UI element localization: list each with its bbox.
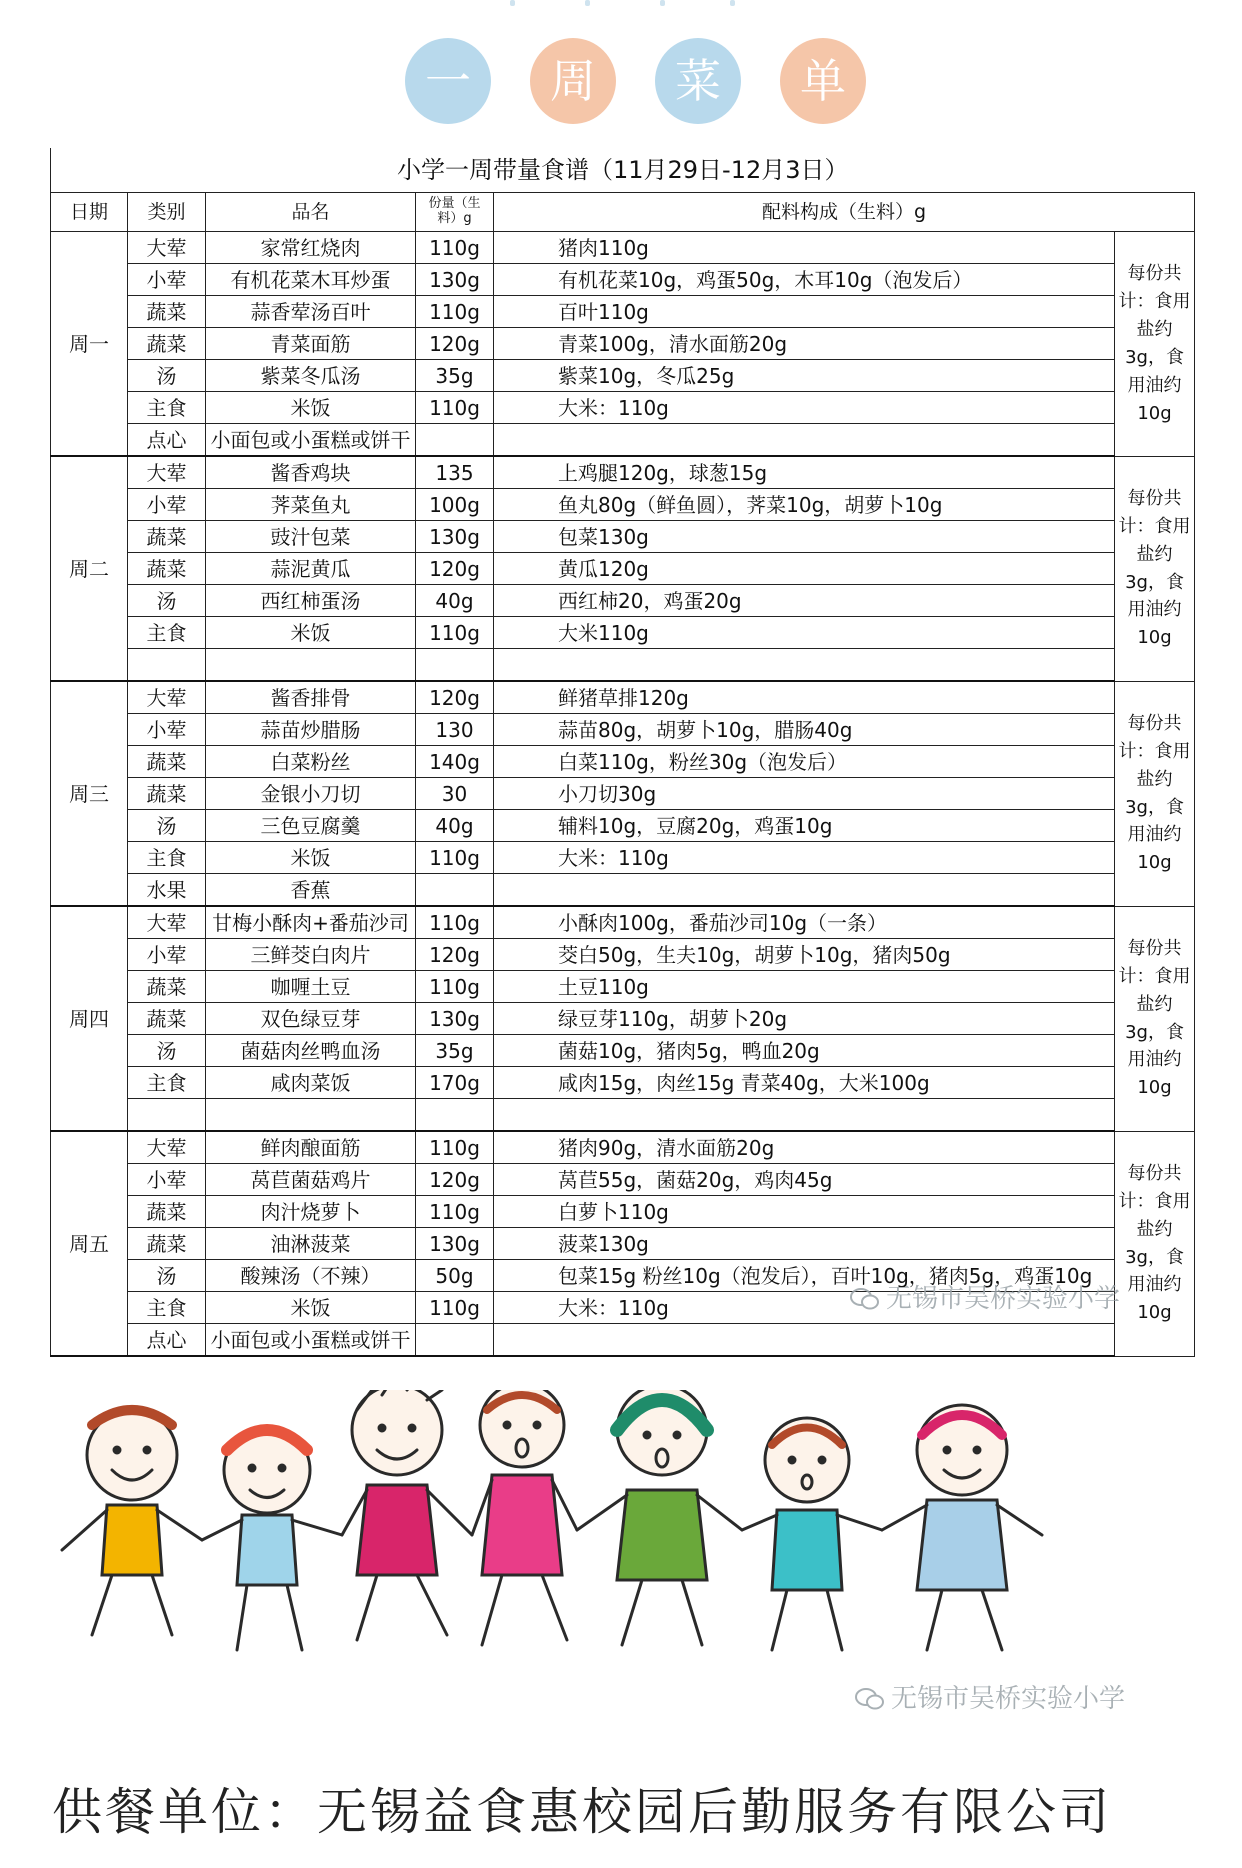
ingredients-cell: 蒜苗80g，胡萝卜10g，腊肠40g [494, 714, 1115, 746]
category-cell: 大荤 [128, 456, 206, 489]
supplier-footer: 供餐单位：无锡益食惠校园后勤服务有限公司 [52, 1783, 1112, 1841]
table-row [51, 1067, 1195, 1099]
dish-cell: 西红柿蛋汤 [206, 585, 416, 617]
ingredients-cell [494, 874, 1115, 907]
table-row [51, 971, 1195, 1003]
category-cell: 蔬菜 [128, 296, 206, 328]
category-cell: 大荤 [128, 1131, 206, 1164]
title-char-4: 单 [780, 38, 866, 124]
wechat-icon [850, 1288, 880, 1310]
category-cell: 蔬菜 [128, 1196, 206, 1228]
table-row [51, 424, 1195, 457]
title-char-1: 一 [405, 38, 491, 124]
qty-cell: 30 [416, 778, 494, 810]
ingredients-cell: 莴苣55g，菌菇20g，鸡肉45g [494, 1164, 1115, 1196]
dish-cell: 酱香鸡块 [206, 456, 416, 489]
category-cell: 蔬菜 [128, 1228, 206, 1260]
qty-cell: 110g [416, 906, 494, 939]
qty-cell: 40g [416, 585, 494, 617]
ingredients-cell: 包菜15g 粉丝10g（泡发后），百叶10g，猪肉5g，鸡蛋10g [494, 1260, 1115, 1292]
category-cell: 水果 [128, 874, 206, 907]
ingredients-cell: 小酥肉100g，番茄沙司10g（一条） [494, 906, 1115, 939]
qty-cell [416, 1324, 494, 1357]
category-cell: 点心 [128, 424, 206, 457]
dish-cell: 鲜肉酿面筋 [206, 1131, 416, 1164]
table-row [51, 296, 1195, 328]
dish-cell: 有机花菜木耳炒蛋 [206, 264, 416, 296]
qty-cell: 110g [416, 842, 494, 874]
category-cell: 汤 [128, 810, 206, 842]
table-row [51, 456, 1195, 489]
dish-cell: 三鲜茭白肉片 [206, 939, 416, 971]
ingredients-cell: 鱼丸80g（鲜鱼圆），荠菜10g，胡萝卜10g [494, 489, 1115, 521]
title-char-2: 周 [530, 38, 616, 124]
watermark-top: 无锡市吴桥实验小学 [850, 1278, 1120, 1315]
table-row [51, 328, 1195, 360]
category-cell: 主食 [128, 392, 206, 424]
wechat-icon [855, 1688, 885, 1710]
dish-cell: 蒜香荤汤百叶 [206, 296, 416, 328]
ingredients-cell [494, 649, 1115, 682]
qty-cell: 170g [416, 1067, 494, 1099]
ingredients-cell: 有机花菜10g，鸡蛋50g，木耳10g（泡发后） [494, 264, 1115, 296]
kid-7 [882, 1405, 1042, 1650]
dish-cell: 青菜面筋 [206, 328, 416, 360]
ingredients-cell: 大米110g [494, 617, 1115, 649]
table-row [51, 264, 1195, 296]
ingredients-cell [494, 424, 1115, 457]
qty-cell: 110g [416, 971, 494, 1003]
weekly-menu-table [50, 148, 1195, 1357]
table-row [51, 714, 1195, 746]
ingredients-cell: 黄瓜120g [494, 553, 1115, 585]
ingredients-cell: 菌菇10g，猪肉5g，鸭血20g [494, 1035, 1115, 1067]
dish-cell: 咖喱土豆 [206, 971, 416, 1003]
qty-cell: 110g [416, 392, 494, 424]
table-row [51, 1003, 1195, 1035]
qty-cell [416, 1099, 494, 1132]
dish-cell: 金银小刀切 [206, 778, 416, 810]
table-row [51, 1164, 1195, 1196]
table-row [51, 906, 1195, 939]
top-decoration [500, 0, 740, 8]
dish-cell: 菌菇肉丝鸭血汤 [206, 1035, 416, 1067]
table-row [51, 1131, 1195, 1164]
ingredients-cell: 辅料10g，豆腐20g，鸡蛋10g [494, 810, 1115, 842]
nutrition-note: 每份共计：食用盐约3g，食用油约10g [1115, 681, 1195, 906]
dish-cell: 酱香排骨 [206, 681, 416, 714]
ingredients-cell [494, 1099, 1115, 1132]
table-row [51, 842, 1195, 874]
watermark-bottom: 无锡市吴桥实验小学 [855, 1678, 1125, 1715]
day-cell: 周一 [51, 232, 128, 457]
nutrition-note: 每份共计：食用盐约3g，食用油约10g [1115, 1131, 1195, 1356]
header-dish: 品名 [206, 193, 416, 232]
category-cell: 蔬菜 [128, 521, 206, 553]
title-char-3: 菜 [655, 38, 741, 124]
category-cell: 汤 [128, 1260, 206, 1292]
header-category: 类别 [128, 193, 206, 232]
category-cell: 主食 [128, 842, 206, 874]
table-row [51, 874, 1195, 907]
dish-cell: 米饭 [206, 842, 416, 874]
dish-cell: 豉汁包菜 [206, 521, 416, 553]
dish-cell: 蒜苗炒腊肠 [206, 714, 416, 746]
category-cell: 汤 [128, 585, 206, 617]
header-qty: 份量（生料）g [416, 193, 494, 232]
table-row [51, 939, 1195, 971]
ingredients-cell: 鲜猪草排120g [494, 681, 1115, 714]
qty-cell: 110g [416, 1131, 494, 1164]
table-row [51, 746, 1195, 778]
ingredients-cell [494, 1324, 1115, 1357]
table-row [51, 553, 1195, 585]
qty-cell: 120g [416, 681, 494, 714]
category-cell: 蔬菜 [128, 778, 206, 810]
dish-cell: 油淋菠菜 [206, 1228, 416, 1260]
qty-cell: 130g [416, 1003, 494, 1035]
dish-cell: 白菜粉丝 [206, 746, 416, 778]
qty-cell: 110g [416, 1196, 494, 1228]
kid-1 [62, 1410, 202, 1635]
table-row [51, 778, 1195, 810]
dish-cell: 双色绿豆芽 [206, 1003, 416, 1035]
nutrition-note: 每份共计：食用盐约3g，食用油约10g [1115, 906, 1195, 1131]
ingredients-cell: 白萝卜110g [494, 1196, 1115, 1228]
ingredients-cell: 小刀切30g [494, 778, 1115, 810]
qty-cell: 130g [416, 1228, 494, 1260]
ingredients-cell: 猪肉110g [494, 232, 1115, 264]
table-row [51, 392, 1195, 424]
table-row [51, 681, 1195, 714]
category-cell: 点心 [128, 1324, 206, 1357]
nutrition-note: 每份共计：食用盐约3g，食用油约10g [1115, 232, 1195, 457]
dish-cell: 家常红烧肉 [206, 232, 416, 264]
dish-cell: 咸肉菜饭 [206, 1067, 416, 1099]
category-cell: 大荤 [128, 681, 206, 714]
category-cell: 蔬菜 [128, 553, 206, 585]
category-cell [128, 649, 206, 682]
category-cell: 蔬菜 [128, 971, 206, 1003]
category-cell: 蔬菜 [128, 328, 206, 360]
table-row [51, 649, 1195, 682]
qty-cell: 35g [416, 1035, 494, 1067]
table-row [51, 232, 1195, 264]
kid-5 [577, 1390, 742, 1645]
qty-cell: 40g [416, 810, 494, 842]
qty-cell: 135 [416, 456, 494, 489]
day-cell: 周三 [51, 681, 128, 906]
category-cell: 蔬菜 [128, 746, 206, 778]
category-cell: 小荤 [128, 1164, 206, 1196]
kid-6 [742, 1418, 882, 1650]
ingredients-cell: 茭白50g，生夫10g，胡萝卜10g，猪肉50g [494, 939, 1115, 971]
dish-cell: 米饭 [206, 617, 416, 649]
dish-cell: 紫菜冬瓜汤 [206, 360, 416, 392]
ingredients-cell: 青菜100g，清水面筋20g [494, 328, 1115, 360]
dish-cell: 酸辣汤（不辣） [206, 1260, 416, 1292]
ingredients-cell: 大米：110g [494, 1292, 1115, 1324]
dish-cell: 米饭 [206, 1292, 416, 1324]
header-ingredients: 配料构成（生料）g [494, 193, 1195, 232]
ingredients-cell: 大米：110g [494, 392, 1115, 424]
header-date: 日期 [51, 193, 128, 232]
dish-cell: 荠菜鱼丸 [206, 489, 416, 521]
table-row [51, 1228, 1195, 1260]
table-row [51, 521, 1195, 553]
table-row [51, 1196, 1195, 1228]
qty-cell: 50g [416, 1260, 494, 1292]
category-cell: 蔬菜 [128, 1003, 206, 1035]
table-row [51, 1035, 1195, 1067]
category-cell: 小荤 [128, 264, 206, 296]
qty-cell: 120g [416, 553, 494, 585]
qty-cell: 120g [416, 328, 494, 360]
dish-cell: 甘梅小酥肉+番茄沙司 [206, 906, 416, 939]
category-cell: 主食 [128, 1067, 206, 1099]
ingredients-cell: 猪肉90g，清水面筋20g [494, 1131, 1115, 1164]
qty-cell: 140g [416, 746, 494, 778]
qty-cell [416, 649, 494, 682]
dish-cell: 香蕉 [206, 874, 416, 907]
qty-cell: 120g [416, 1164, 494, 1196]
ingredients-cell: 紫菜10g，冬瓜25g [494, 360, 1115, 392]
qty-cell: 130g [416, 264, 494, 296]
category-cell: 大荤 [128, 232, 206, 264]
ingredients-cell: 西红柿20，鸡蛋20g [494, 585, 1115, 617]
category-cell: 小荤 [128, 489, 206, 521]
category-cell: 小荤 [128, 714, 206, 746]
qty-cell [416, 874, 494, 907]
table-title: 小学一周带量食谱（11月29日-12月3日） [51, 148, 1195, 193]
qty-cell: 110g [416, 617, 494, 649]
category-cell: 小荤 [128, 939, 206, 971]
dish-cell: 肉汁烧萝卜 [206, 1196, 416, 1228]
qty-cell: 110g [416, 1292, 494, 1324]
category-cell: 汤 [128, 360, 206, 392]
category-cell: 大荤 [128, 906, 206, 939]
ingredients-cell: 咸肉15g，肉丝15g 青菜40g，大米100g [494, 1067, 1115, 1099]
ingredients-cell: 白菜110g，粉丝30g（泡发后） [494, 746, 1115, 778]
day-cell: 周二 [51, 456, 128, 681]
ingredients-cell: 上鸡腿120g，球葱15g [494, 456, 1115, 489]
table-row [51, 585, 1195, 617]
dish-cell [206, 649, 416, 682]
qty-cell: 130g [416, 521, 494, 553]
ingredients-cell: 大米：110g [494, 842, 1115, 874]
qty-cell: 110g [416, 232, 494, 264]
ingredients-cell: 土豆110g [494, 971, 1115, 1003]
category-cell: 汤 [128, 1035, 206, 1067]
table-row [51, 360, 1195, 392]
kid-3 [342, 1390, 472, 1640]
ingredients-cell: 绿豆芽110g，胡萝卜20g [494, 1003, 1115, 1035]
table-row [51, 489, 1195, 521]
table-row [51, 617, 1195, 649]
kid-2 [202, 1427, 342, 1650]
dish-cell: 莴苣菌菇鸡片 [206, 1164, 416, 1196]
dish-cell: 三色豆腐羹 [206, 810, 416, 842]
day-cell: 周四 [51, 906, 128, 1131]
qty-cell: 100g [416, 489, 494, 521]
kid-4 [472, 1390, 577, 1645]
category-cell: 主食 [128, 1292, 206, 1324]
table-row [51, 810, 1195, 842]
qty-cell: 35g [416, 360, 494, 392]
category-cell: 主食 [128, 617, 206, 649]
dish-cell: 小面包或小蛋糕或饼干 [206, 424, 416, 457]
qty-cell: 110g [416, 296, 494, 328]
qty-cell: 120g [416, 939, 494, 971]
table-row [51, 1099, 1195, 1132]
qty-cell: 130 [416, 714, 494, 746]
day-cell: 周五 [51, 1131, 128, 1356]
ingredients-cell: 菠菜130g [494, 1228, 1115, 1260]
dish-cell: 小面包或小蛋糕或饼干 [206, 1324, 416, 1357]
dish-cell: 米饭 [206, 392, 416, 424]
qty-cell [416, 424, 494, 457]
table-row [51, 1324, 1195, 1357]
ingredients-cell: 包菜130g [494, 521, 1115, 553]
dish-cell: 蒜泥黄瓜 [206, 553, 416, 585]
ingredients-cell: 百叶110g [494, 296, 1115, 328]
dish-cell [206, 1099, 416, 1132]
nutrition-note: 每份共计：食用盐约3g，食用油约10g [1115, 456, 1195, 681]
category-cell [128, 1099, 206, 1132]
title-circles [405, 38, 865, 124]
